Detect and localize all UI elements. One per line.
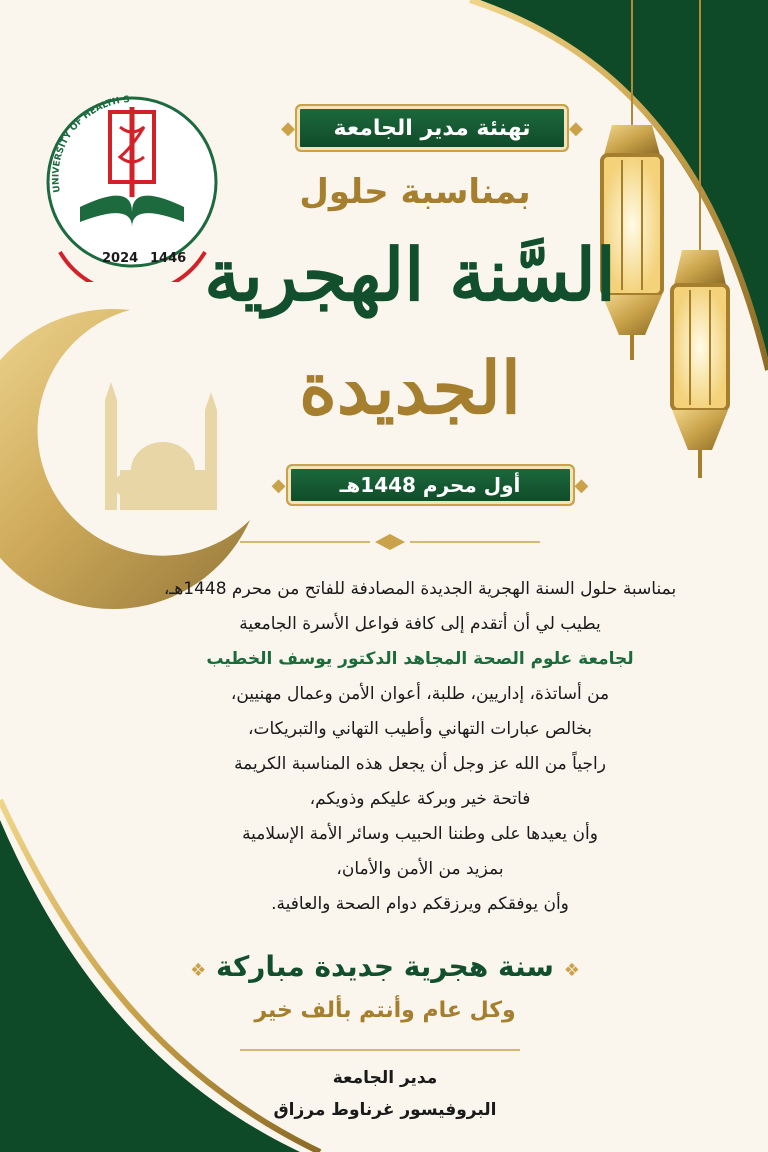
subtitle: بمناسبة حلول xyxy=(299,172,531,212)
message-line: بخالص عبارات التهاني وأطيب التهاني والتبريكات، xyxy=(247,719,593,739)
message-line: يطيب لي أن أتقدم إلى كافة فواعل الأسرة الجامعية xyxy=(239,614,601,634)
title-line-2: الجديدة xyxy=(299,345,521,430)
message-line: من أساتذة، إداريين، طلبة، أعوان الأمن وعمال مهنيين، xyxy=(230,684,610,704)
ornament-icon: ❖ xyxy=(190,960,207,981)
title-line-1: السَّنة الهجرية xyxy=(204,232,616,317)
diamond-icon: ◆ xyxy=(271,474,286,496)
logo-year-hijri: 1446 xyxy=(150,251,187,266)
ribbon-label: تهنئة مدير الجامعة xyxy=(333,115,531,141)
svg-text:جامعة علوم الصحة xyxy=(40,72,46,76)
date-label: أول محرم 1448هـ xyxy=(339,473,521,497)
logo-arabic-arc xyxy=(40,72,46,76)
diamond-icon: ◆ xyxy=(281,117,295,139)
date-ribbon xyxy=(265,462,595,508)
greeting-main: ❖ سنة هجرية جديدة مباركة ❖ xyxy=(190,950,580,983)
signature-name: البروفيسور غرناوط مرزاق xyxy=(273,1100,497,1120)
logo-year-gregorian: 2024 xyxy=(102,251,139,266)
message-line: لجامعة علوم الصحة المجاهد الدكتور يوسف الخطيب xyxy=(206,649,634,669)
message-line: بمناسبة حلول السنة الهجرية الجديدة المصادفة للفاتح من محرم 1448هـ، xyxy=(163,579,677,599)
diamond-icon: ◆ xyxy=(569,117,583,139)
header-ribbon xyxy=(272,102,592,154)
logo-english-arc: UNIVERSITY OF HEALTH S xyxy=(51,94,131,194)
message-body xyxy=(120,572,720,922)
diamond-icon: ◆ xyxy=(574,474,589,496)
university-logo xyxy=(40,72,220,282)
date-band xyxy=(286,464,575,506)
message-line: وأن يعيدها على وطننا الحبيب وسائر الأمة الإسلامية xyxy=(242,824,598,844)
message-line: فاتحة خير وبركة عليكم وذويكم، xyxy=(309,789,531,809)
message-line: راجياً من الله عز وجل أن يجعل هذه المناسبة الكريمة xyxy=(234,754,606,774)
ornament-icon: ❖ xyxy=(563,960,580,981)
message-line: وأن يوفقكم ويرزقكم دوام الصحة والعافية. xyxy=(271,894,569,914)
signature-role: مدير الجامعة xyxy=(332,1068,438,1088)
ribbon-band xyxy=(295,104,569,152)
greeting-sub: وكل عام وأنتم بألف خير xyxy=(254,998,516,1023)
message-line: بمزيد من الأمن والأمان، xyxy=(336,859,504,879)
